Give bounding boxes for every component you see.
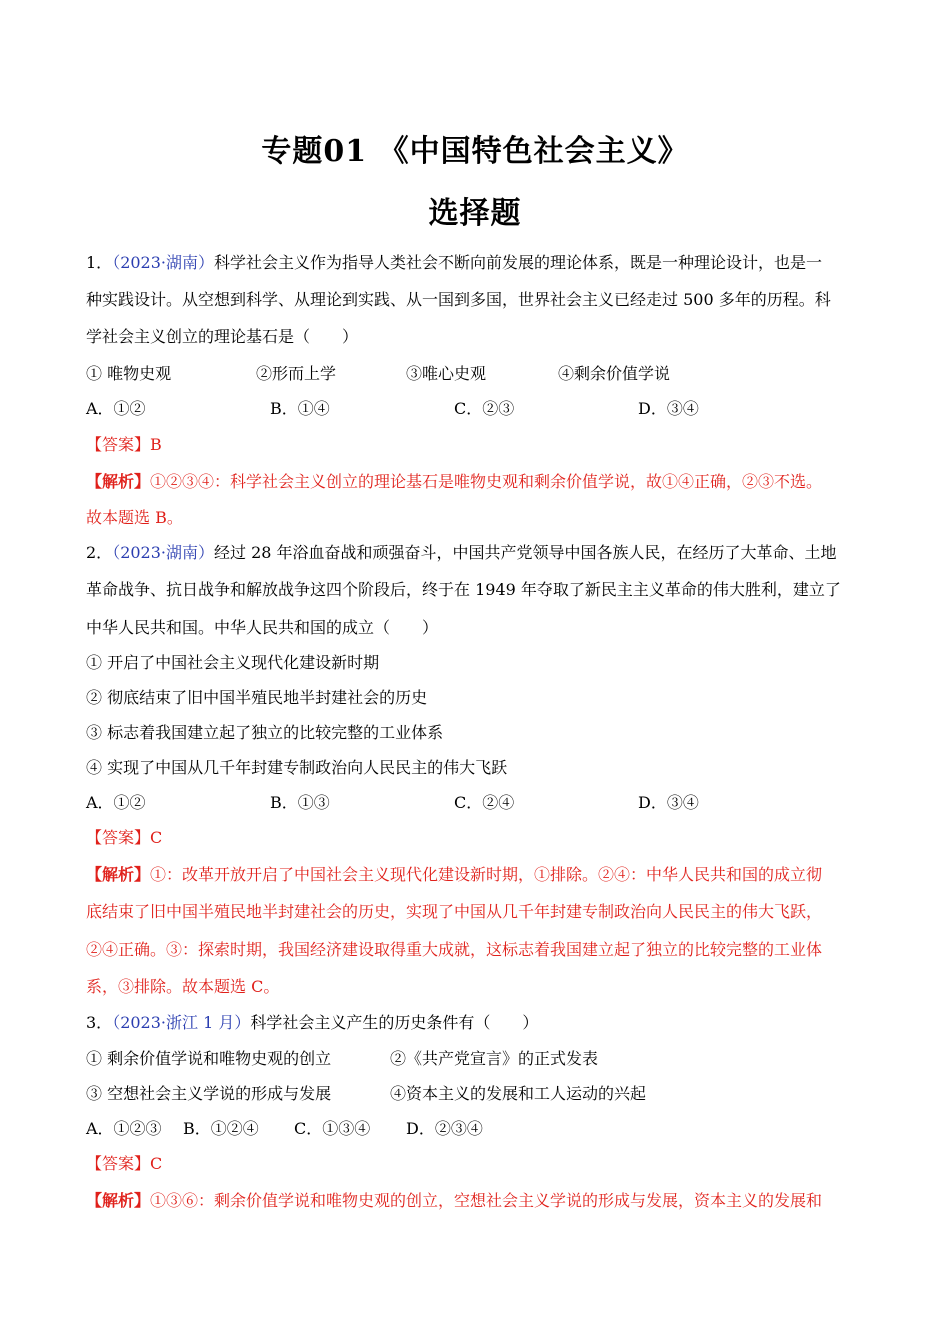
analysis-label: 【解析】 [86, 472, 151, 491]
question-2-analysis-line: 【解析】①：改革开放开启了中国社会主义现代化建设新时期，①排除。②④：中华人民共和国的成立彻 [86, 865, 823, 884]
question-source: （2023·浙江 1 月） [112, 1013, 251, 1032]
statement-item: ③唯心史观 [406, 364, 487, 383]
question-1-stem-line: 学社会主义创立的理论基石是（ ） [86, 327, 359, 346]
statement-item: ① 开启了中国社会主义现代化建设新时期 [86, 653, 380, 672]
question-3-analysis-line: 【解析】①③⑥：剩余价值学说和唯物史观的创立，空想社会主义学说的形成与发展，资本主义的发展和 [86, 1191, 823, 1210]
statement-item: ④ 实现了中国从几千年封建专制政治向人民民主的伟大飞跃 [86, 758, 508, 777]
question-2-analysis-line: 系，③排除。故本题选 C。 [86, 977, 280, 996]
question-1-analysis-line: 【解析】①②③④：科学社会主义创立的理论基石是唯物史观和剩余价值学说，故①④正确，②③不选。 [86, 472, 823, 491]
question-3-answer: 【答案】C [86, 1154, 163, 1173]
statement-item: ① 唯物史观 [86, 364, 172, 383]
question-2-stem-line: 革命战争、抗日战争和解放战争这四个阶段后，终于在 1949 年夺取了新民主主义革命的伟大胜利，建立了 [86, 580, 841, 599]
statement-item: ②形而上学 [256, 364, 337, 383]
choice-b: B．①③ [270, 793, 330, 812]
statement-item: ③ 标志着我国建立起了独立的比较完整的工业体系 [86, 723, 444, 742]
analysis-label: 【解析】 [86, 865, 151, 884]
choice-d: D．②③④ [406, 1119, 483, 1138]
statement-item: ① 剩余价值学说和唯物史观的创立 [86, 1049, 332, 1068]
choice-c: C．①③④ [294, 1119, 371, 1138]
statement-item: ②《共产党宣言》的正式发表 [390, 1049, 599, 1068]
question-number: 3． [86, 1013, 113, 1032]
question-1-stem-line: 1．（2023·湖南）科学社会主义作为指导人类社会不断向前发展的理论体系，既是一种理论设计，也是一 [86, 253, 823, 272]
question-2-analysis-line: 底结束了旧中国半殖民地半封建社会的历史，实现了中国从几千年封建专制政治向人民民主的伟大飞跃， [86, 902, 823, 921]
choice-b: B．①②④ [183, 1119, 259, 1138]
question-2-stem-line: 中华人民共和国。中华人民共和国的成立（ ） [86, 618, 439, 637]
statement-item: ② 彻底结束了旧中国半殖民地半封建社会的历史 [86, 688, 428, 707]
choice-d: D．③④ [638, 399, 699, 418]
question-2-answer: 【答案】C [86, 828, 163, 847]
question-number: 2． [86, 543, 113, 562]
choice-d: D．③④ [638, 793, 699, 812]
question-1-analysis-line: 故本题选 B。 [86, 508, 183, 527]
choice-b: B．①④ [270, 399, 330, 418]
statement-item: ③ 空想社会主义学说的形成与发展 [86, 1084, 332, 1103]
question-2-stem-line: 2．（2023·湖南）经过 28 年浴血奋战和顽强奋斗，中国共产党领导中国各族人民，在经历了大革命、土地 [86, 543, 837, 562]
question-source: （2023·湖南） [112, 543, 214, 562]
choice-a: A．①② [86, 399, 146, 418]
choice-a: A．①②③ [86, 1119, 162, 1138]
choice-a: A．①② [86, 793, 146, 812]
page-title: 专题01 《中国特色社会主义》 [261, 134, 689, 169]
statement-item: ④剩余价值学说 [558, 364, 671, 383]
choice-c: C．②③ [454, 399, 515, 418]
section-title: 选择题 [428, 196, 522, 231]
question-1-answer: 【答案】B [86, 435, 162, 454]
question-1-stem-line: 种实践设计。从空想到科学、从理论到实践、从一国到多国，世界社会主义已经走过 500 多年的历程。科 [86, 290, 831, 309]
choice-c: C．②④ [454, 793, 515, 812]
question-2-analysis-line: ②④正确。③：探索时期，我国经济建设取得重大成就，这标志着我国建立起了独立的比较完整的工业体 [86, 940, 823, 959]
question-3-stem-line: 3．（2023·浙江 1 月）科学社会主义产生的历史条件有（ ） [86, 1013, 539, 1032]
question-source: （2023·湖南） [112, 253, 214, 272]
statement-item: ④资本主义的发展和工人运动的兴起 [390, 1084, 647, 1103]
question-number: 1． [86, 253, 113, 272]
analysis-label: 【解析】 [86, 1191, 151, 1210]
